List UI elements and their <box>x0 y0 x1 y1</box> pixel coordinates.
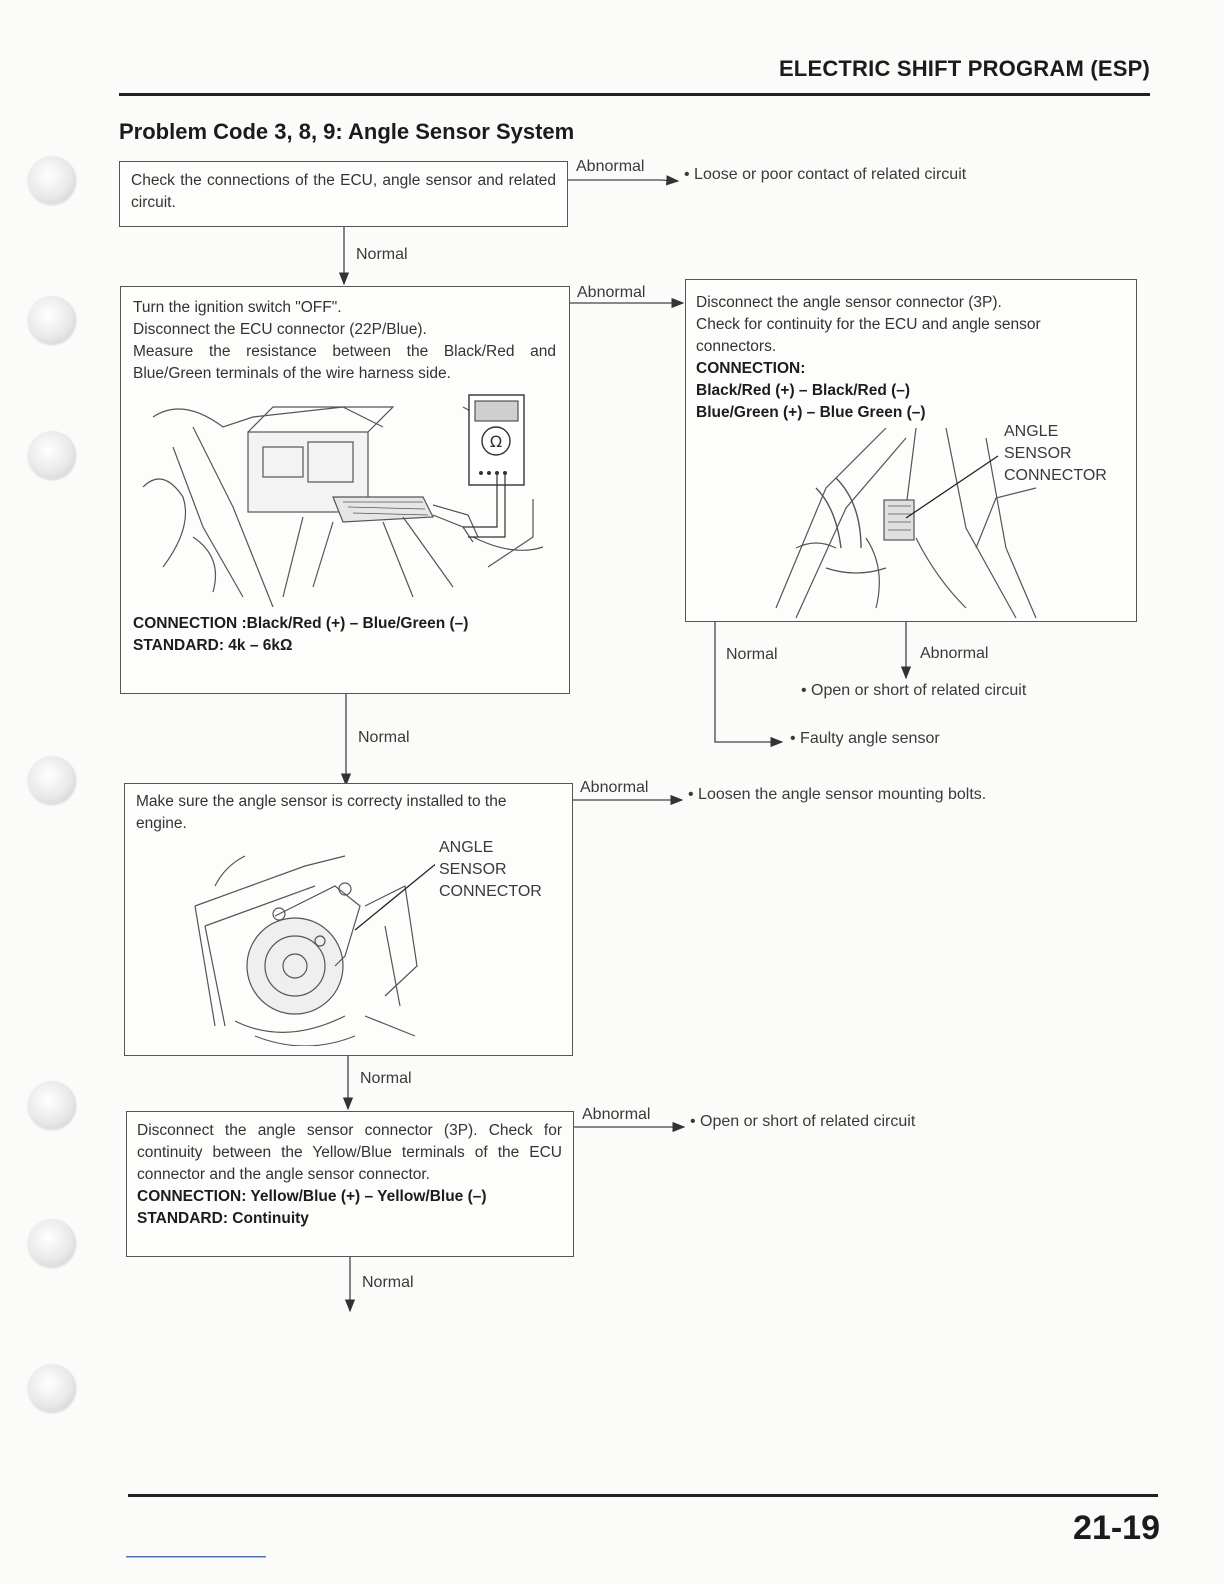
step2-line-1: Turn the ignition switch "OFF". <box>133 299 342 316</box>
step3-abnormal-result: • Loosen the angle sensor mounting bolts. <box>688 786 987 803</box>
multimeter-icon <box>463 395 524 537</box>
angle-sensor-engine-illustration <box>185 846 435 1046</box>
step4-text: Disconnect the angle sensor connector (3P). Check for continuity between the Yellow/Blue terminals of the ECU connector and the angle sensor connector. <box>137 1122 562 1183</box>
ecu-connector-illustration <box>133 387 558 615</box>
step3-normal-label: Normal <box>360 1070 412 1087</box>
page-header-title: ELECTRIC SHIFT PROGRAM (ESP) <box>778 56 1150 81</box>
step2b-normal-label: Normal <box>726 646 778 663</box>
step2b-line-2: Check for continuity for the ECU and angle sensor connectors. <box>696 316 1041 355</box>
step3-callout: ANGLE SENSOR CONNECTOR <box>439 839 542 900</box>
step2b-abnormal-result: • Open or short of related circuit <box>801 682 1027 699</box>
step4-box <box>126 1111 574 1257</box>
step2b-connection-1: Black/Red (+) – Black/Red (–) <box>696 382 911 399</box>
step2b-abnormal-label: Abnormal <box>920 645 989 662</box>
step2b-line-1: Disconnect the angle sensor connector (3P). <box>696 294 1002 311</box>
step2b-normal-result: • Faulty angle sensor <box>790 730 940 747</box>
ohm-symbol: Ω <box>489 432 503 451</box>
step3-abnormal-label: Abnormal <box>580 779 649 796</box>
step4-connection: CONNECTION: Yellow/Blue (+) – Yellow/Blue (–) <box>137 1188 487 1205</box>
step3-box <box>124 783 573 1056</box>
step2-line-2: Disconnect the ECU connector (22P/Blue). <box>133 321 427 338</box>
step2-line-3: Measure the resistance between the Black/Red and Blue/Green terminals of the wire harness side. <box>133 343 556 382</box>
step1-normal-label: Normal <box>356 246 408 263</box>
step1-box <box>119 161 568 227</box>
step1-text: Check the connections of the ECU, angle sensor and related circuit. <box>131 172 556 211</box>
step2b-box <box>685 279 1137 622</box>
step2-abnormal-label: Abnormal <box>577 284 646 301</box>
step2-standard: STANDARD: 4k – 6kΩ <box>133 637 293 654</box>
step4-normal-label: Normal <box>362 1274 414 1291</box>
step2b-connection-2: Blue/Green (+) – Blue Green (–) <box>696 404 926 421</box>
step2b-connection-heading: CONNECTION: <box>696 360 806 377</box>
step2b-callout: ANGLE SENSOR CONNECTOR <box>1004 423 1107 484</box>
step1-abnormal-result: • Loose or poor contact of related circuit <box>684 166 967 183</box>
step4-abnormal-label: Abnormal <box>582 1106 651 1123</box>
step2-box <box>120 286 570 694</box>
step2-connection: CONNECTION :Black/Red (+) – Blue/Green (–) <box>133 615 469 632</box>
page-number: 21-19 <box>1073 1509 1160 1547</box>
step4-standard: STANDARD: Continuity <box>137 1210 309 1227</box>
step4-abnormal-result: • Open or short of related circuit <box>690 1113 916 1130</box>
step3-text: Make sure the angle sensor is correcty installed to the engine. <box>136 793 507 832</box>
step1-abnormal-label: Abnormal <box>576 158 645 175</box>
step2-normal-label: Normal <box>358 729 410 746</box>
section-title: Problem Code 3, 8, 9: Angle Sensor System <box>119 119 575 144</box>
